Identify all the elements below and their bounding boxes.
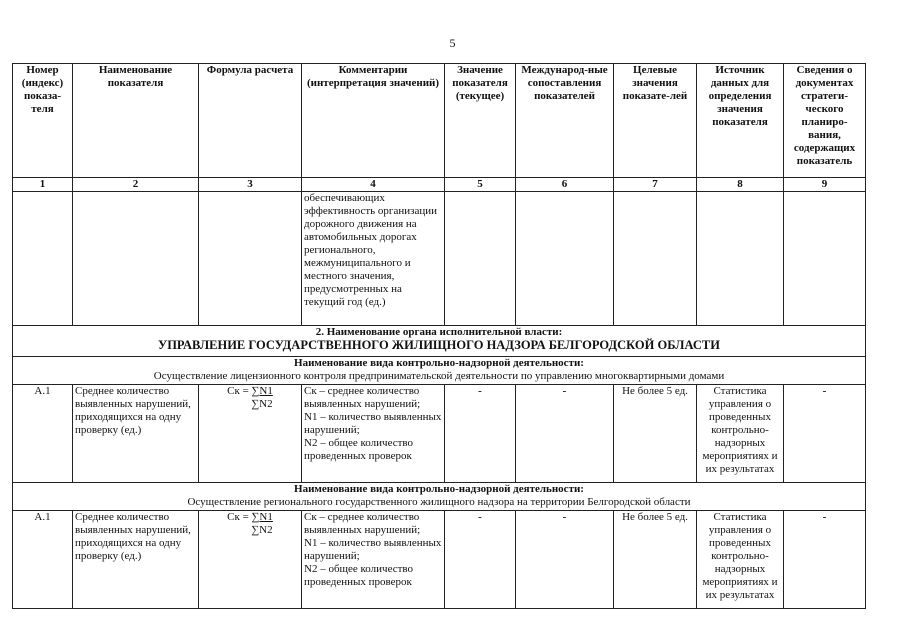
indicators-table <box>12 63 866 609</box>
kind-row <box>13 483 866 511</box>
cell-docs: - <box>784 511 866 609</box>
col-number: 7 <box>614 178 697 192</box>
kind-text: Осуществление лицензионного контроля предпринимательской деятельности по управлению многоквартирными домами <box>153 370 725 382</box>
header-row <box>13 64 866 178</box>
cell-empty <box>445 192 516 326</box>
cell-international: - <box>516 385 614 483</box>
comment-line: Cк – среднее количество выявленных нарушений; <box>304 511 421 536</box>
cell-empty <box>697 192 784 326</box>
cell-empty <box>516 192 614 326</box>
col-number: 6 <box>516 178 614 192</box>
formula-numerator: ∑N1 <box>251 385 273 397</box>
kind-row <box>13 357 866 385</box>
header-source: Источник данных для определения значения показателя <box>697 64 784 178</box>
col-number: 2 <box>73 178 199 192</box>
continued-row <box>13 192 866 326</box>
kind-heading <box>13 357 866 385</box>
col-number: 4 <box>302 178 445 192</box>
cell-name: Среднее количество выявленных нарушений, приходящихся на одну проверку (ед.) <box>73 385 199 483</box>
org-heading <box>13 326 866 357</box>
column-numbers-row <box>13 178 866 192</box>
continued-comment: обеспечивающих эффективность организации дорожного движения на автомобильных дорогах регионального, межмуниципального и местного значения, предусмотренных на текущий год (ед.) <box>302 192 445 326</box>
cell-empty <box>784 192 866 326</box>
org-row <box>13 326 866 357</box>
table-row <box>13 511 866 609</box>
org-heading-name: УПРАВЛЕНИЕ ГОСУДАРСТВЕННОГО ЖИЛИЩНОГО НАДЗОРА БЕЛГОРОДСКОЙ ОБЛАСТИ <box>158 338 720 352</box>
formula-denominator: ∑N2 <box>251 524 273 536</box>
kind-title: Наименование вида контрольно-надзорной деятельности: <box>294 483 584 495</box>
formula-lhs: Cк = <box>227 385 252 397</box>
cell-current: - <box>445 511 516 609</box>
cell-index: А.1 <box>13 511 73 609</box>
comment-line: N2 – общее количество проведенных проверок <box>304 563 414 588</box>
cell-empty <box>614 192 697 326</box>
cell-formula <box>199 511 302 609</box>
cell-current: - <box>445 385 516 483</box>
cell-target: Не более 5 ед. <box>614 511 697 609</box>
comment-line: N2 – общее количество проведенных проверок <box>304 437 414 462</box>
cell-empty <box>73 192 199 326</box>
comment-line: N1 – количество выявленных нарушений; <box>304 537 442 562</box>
header-index: Номер (индекс) показа-теля <box>13 64 73 178</box>
comment-line: N1 – количество выявленных нарушений; <box>304 411 442 436</box>
cell-empty <box>13 192 73 326</box>
header-international: Международ-ные сопоставления показателей <box>516 64 614 178</box>
cell-empty <box>199 192 302 326</box>
cell-source: Статистика управления о проведенных контрольно-надзорных мероприятиях и их результатах <box>697 511 784 609</box>
cell-docs: - <box>784 385 866 483</box>
cell-name: Среднее количество выявленных нарушений, приходящихся на одну проверку (ед.) <box>73 511 199 609</box>
cell-comment <box>302 385 445 483</box>
header-current: Значение показателя (текущее) <box>445 64 516 178</box>
cell-index: А.1 <box>13 385 73 483</box>
page-number: 5 <box>449 36 456 50</box>
header-target: Целевые значения показате-лей <box>614 64 697 178</box>
cell-source: Статистика управления о проведенных контрольно-надзорных мероприятиях и их результатах <box>697 385 784 483</box>
org-heading-label: 2. Наименование органа исполнительной власти: <box>315 326 563 338</box>
cell-international: - <box>516 511 614 609</box>
header-name: Наименование показателя <box>73 64 199 178</box>
col-number: 8 <box>697 178 784 192</box>
col-number: 9 <box>784 178 866 192</box>
cell-comment <box>302 511 445 609</box>
col-number: 3 <box>199 178 302 192</box>
kind-text: Осуществление регионального государственного жилищного надзора на территории Белгородской области <box>187 496 691 508</box>
kind-title: Наименование вида контрольно-надзорной деятельности: <box>294 357 584 369</box>
header-docs: Сведения о документах стратеги-ческого планиро-вания, содержащих показатель <box>784 64 866 178</box>
table-row <box>13 385 866 483</box>
kind-heading <box>13 483 866 511</box>
formula-denominator: ∑N2 <box>251 398 273 410</box>
col-number: 5 <box>445 178 516 192</box>
cell-formula <box>199 385 302 483</box>
comment-line: Cк – среднее количество выявленных нарушений; <box>304 385 421 410</box>
formula-numerator: ∑N1 <box>251 511 273 523</box>
formula-lhs: Cк = <box>227 511 252 523</box>
header-comment: Комментарии (интерпретация значений) <box>302 64 445 178</box>
col-number: 1 <box>13 178 73 192</box>
cell-target: Не более 5 ед. <box>614 385 697 483</box>
header-formula: Формула расчета <box>199 64 302 178</box>
